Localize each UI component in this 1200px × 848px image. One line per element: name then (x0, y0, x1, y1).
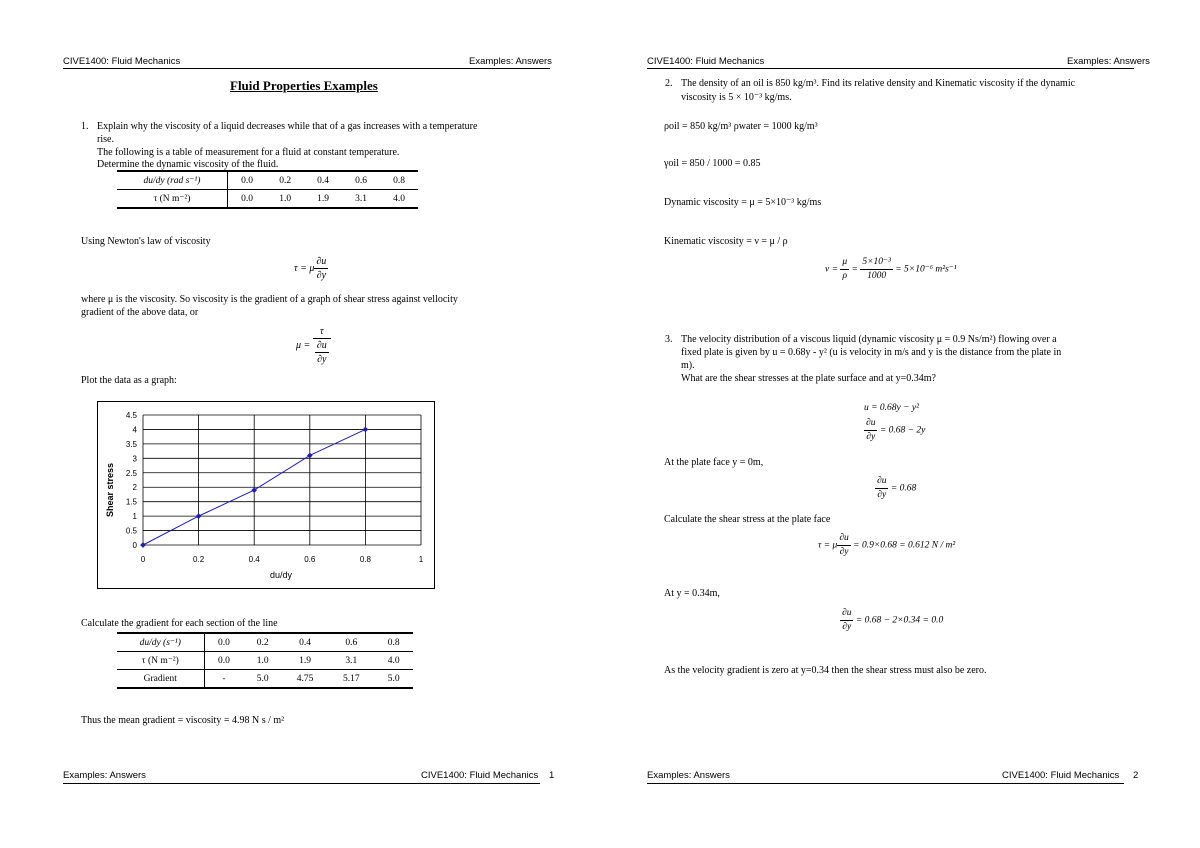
fraction (864, 417, 877, 444)
mean-gradient-text: Thus the mean gradient = viscosity = 4.98 N s / m² (81, 715, 285, 726)
frac-num: ∂u (316, 256, 327, 267)
eq-lhs: τ = μ (294, 262, 315, 274)
table-cell: 1.9 (282, 652, 328, 670)
table-cell: - (204, 670, 243, 689)
table-cell: 5.0 (374, 670, 413, 689)
header-right: Examples: Answers (469, 56, 552, 67)
x-tick-label: 0.2 (193, 555, 205, 564)
footer-right: CIVE1400: Fluid Mechanics (1002, 770, 1120, 781)
table-cell: 0.2 (243, 633, 282, 652)
equation-kinematic (825, 256, 957, 283)
frac-num: ∂u (840, 607, 853, 621)
frac-num: ∂u (316, 340, 327, 351)
fraction (840, 607, 853, 634)
x-tick-label: 1 (418, 555, 424, 564)
y-tick-label: 3.5 (125, 439, 137, 449)
q2-number: 2. (665, 78, 673, 89)
table-cell: 1.9 (304, 190, 342, 209)
equation-derivative (864, 417, 925, 444)
plot-text: Plot the data as a graph: (81, 375, 177, 386)
equation-newton (294, 255, 328, 282)
gradient-table (117, 632, 413, 689)
frac-den: ∂y (877, 490, 887, 500)
table-cell: 0.4 (282, 633, 328, 652)
frac-den: ∂y (866, 432, 876, 442)
inner-fraction (315, 339, 329, 366)
relative-density-line: γoil = 850 / 1000 = 0.85 (664, 158, 761, 169)
x-tick-label: 0.4 (248, 555, 260, 564)
equation-shear (818, 532, 955, 559)
frac-num: τ (313, 325, 331, 339)
page-number: 1 (549, 770, 555, 781)
page-number: 2 (1133, 770, 1139, 781)
table-cell: 5.17 (328, 670, 374, 689)
plate-face-text: At the plate face y = 0m, (664, 457, 764, 468)
header-rule (647, 68, 1134, 69)
q1-line-4: Determine the dynamic viscosity of the fluid. (97, 159, 279, 170)
frac-num: 5×10⁻³ (860, 256, 893, 270)
x-tick-label: 0 (140, 555, 146, 564)
fraction (875, 475, 888, 502)
eq-rhs: = 0.68 (890, 483, 917, 494)
eq-rhs: = 0.9×0.68 = 0.612 N / m² (853, 540, 956, 551)
q3-line-2: fixed plate is given by u = 0.68y - y² (u is velocity in m/s and y is the distance from the plate in (681, 347, 1062, 358)
q2-line-1: The density of an oil is 850 kg/m³. Find its relative density and Kinematic viscosity if the dynamic (681, 78, 1076, 89)
equation-gradient-y (840, 607, 943, 634)
table-label: τ (N m⁻²) (117, 652, 204, 670)
y-tick-label: 1 (132, 512, 137, 522)
table-cell: 0.8 (380, 171, 418, 190)
q3-line-3: m). (681, 360, 695, 371)
header-right: Examples: Answers (1067, 56, 1150, 67)
y-tick-label: 0 (132, 541, 137, 550)
table-cell: 3.1 (328, 652, 374, 670)
table-cell: 0.0 (204, 652, 243, 670)
fraction (840, 256, 849, 283)
q1-line-2: rise. (97, 134, 114, 145)
y-tick-label: 2.5 (125, 468, 137, 478)
table-cell: 0.0 (204, 633, 243, 652)
table-label: du/dy (rad s⁻¹) (117, 171, 227, 190)
eq-lhs: τ = μ (818, 540, 838, 551)
frac-num: μ (840, 256, 849, 270)
table-label: Gradient (117, 670, 204, 689)
table-cell: 0.6 (328, 633, 374, 652)
table-cell: 5.0 (243, 670, 282, 689)
y-tick-label: 0.5 (125, 526, 137, 536)
q1-line-1: Explain why the viscosity of a liquid decreases while that of a gas increases with a temperature (97, 121, 478, 132)
table-cell: 4.0 (374, 652, 413, 670)
q3-line-4: What are the shear stresses at the plate surface and at y=0.34m? (681, 373, 936, 384)
table-cell: 1.0 (243, 652, 282, 670)
conclusion-text: As the velocity gradient is zero at y=0.34 then the shear stress must also be zero. (664, 665, 987, 676)
frac-num: ∂u (875, 475, 888, 489)
table-cell: 3.1 (342, 190, 380, 209)
table-cell: 0.2 (266, 171, 304, 190)
dynamic-viscosity-line: Dynamic viscosity = μ = 5×10⁻³ kg/ms (664, 197, 822, 208)
footer-rule (63, 783, 540, 784)
frac-den: ∂y (316, 270, 327, 281)
header-left: CIVE1400: Fluid Mechanics (647, 56, 765, 67)
kinematic-viscosity-line: Kinematic viscosity = ν = μ / ρ (664, 236, 788, 247)
equation-viscosity (296, 325, 331, 366)
eq-rhs: = 0.68 − 2×0.34 = 0.0 (855, 615, 944, 626)
fraction (837, 532, 850, 559)
q3-number: 3. (665, 334, 673, 345)
footer-rule (647, 783, 1124, 784)
frac-den: ∂y (842, 622, 852, 632)
newton-text: Using Newton's law of viscosity (81, 236, 211, 247)
frac-num: ∂u (837, 532, 850, 546)
where-line-1: where μ is the viscosity. So viscosity is the gradient of a graph of shear stress against vellocity (81, 294, 458, 305)
frac-den (313, 339, 331, 366)
eq-lhs: μ = (296, 339, 311, 351)
table-cell: 4.75 (282, 670, 328, 689)
eq-rhs: = 0.68 − 2y (879, 425, 926, 436)
equation-velocity: u = 0.68y − y² (864, 403, 919, 413)
table-cell: 0.0 (227, 190, 266, 209)
table-cell: 0.0 (227, 171, 266, 190)
q1-line-3: The following is a table of measurement for a fluid at constant temperature. (97, 147, 400, 158)
table-cell: 0.8 (374, 633, 413, 652)
frac-den: 1000 (867, 271, 887, 281)
table-cell: 0.4 (304, 171, 342, 190)
header-rule (63, 68, 550, 69)
equation-plate-gradient (875, 475, 916, 502)
fraction (314, 255, 328, 282)
table-label: τ (N m⁻²) (117, 190, 227, 209)
frac-den: ρ (842, 271, 848, 281)
at-y-text: At y = 0.34m, (664, 588, 720, 599)
y-tick-label: 4.5 (125, 411, 137, 420)
density-line: ρoil = 850 kg/m³ ρwater = 1000 kg/m³ (664, 121, 818, 132)
frac-den: ∂y (839, 547, 849, 557)
page-title: Fluid Properties Examples (230, 78, 378, 93)
q2-line-2: viscosity is 5 × 10⁻³ kg/ms. (681, 92, 792, 103)
footer-left: Examples: Answers (647, 770, 730, 781)
x-axis-label: du/dy (269, 570, 293, 580)
frac-num: ∂u (864, 417, 877, 431)
table-cell: 4.0 (380, 190, 418, 209)
q3-line-1: The velocity distribution of a viscous liquid (dynamic viscosity μ = 0.9 Ns/m²) flowing over a (681, 334, 1057, 345)
y-axis-label: Shear stress (105, 462, 115, 518)
shear-stress-chart (97, 401, 435, 589)
x-tick-label: 0.8 (359, 555, 371, 564)
header-left: CIVE1400: Fluid Mechanics (63, 56, 181, 67)
table-cell: 1.0 (266, 190, 304, 209)
eq-lhs: ν = (825, 264, 839, 275)
footer-left: Examples: Answers (63, 770, 146, 781)
footer-right: CIVE1400: Fluid Mechanics (421, 770, 539, 781)
eq-rhs: = 5×10⁻⁶ m²s⁻¹ (895, 264, 957, 275)
page-2 (600, 0, 1200, 848)
eq-equals: = (851, 264, 858, 275)
measurement-table (117, 170, 418, 209)
y-tick-label: 1.5 (125, 497, 137, 507)
x-tick-label: 0.6 (304, 555, 316, 564)
frac-den: ∂y (317, 354, 327, 365)
gradient-text: Calculate the gradient for each section of the line (81, 618, 278, 629)
fraction (313, 325, 331, 366)
fraction (860, 256, 893, 283)
y-tick-label: 2 (132, 483, 137, 493)
table-label: du/dy (s⁻¹) (117, 633, 204, 652)
y-tick-label: 4 (132, 425, 137, 435)
y-tick-label: 3 (132, 454, 137, 464)
table-cell: 0.6 (342, 171, 380, 190)
q1-number: 1. (81, 121, 89, 132)
calc-text: Calculate the shear stress at the plate face (664, 514, 831, 525)
where-line-2: gradient of the above data, or (81, 307, 199, 318)
